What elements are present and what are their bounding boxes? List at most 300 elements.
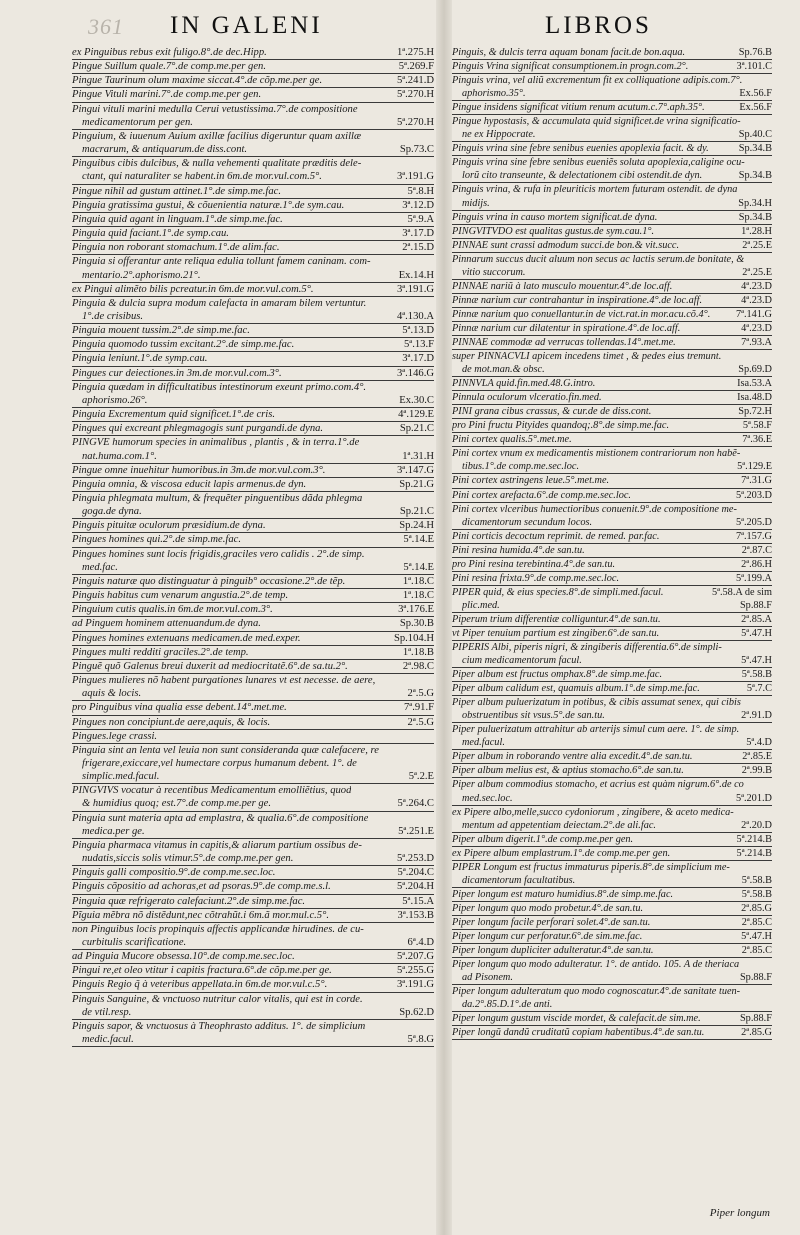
index-entry-line	[452, 985, 772, 998]
entry-reference: 5ª.14.E	[403, 561, 434, 573]
entry-text: Pinguis pituitæ oculorum præsidium.de dyna.	[72, 520, 266, 532]
index-entry-line	[72, 880, 434, 893]
entry-text: Piperum trium differentiæ colliguntur.4°.de san.tu.	[452, 613, 661, 625]
entry-text: Piper album in roborando ventre alia excedit.4°.de san.tu.	[452, 751, 693, 763]
entry-reference: 2ª.5.G	[407, 716, 434, 728]
entry-reference: Ex.56.F	[739, 102, 772, 114]
entry-text: simplic.med.facul.	[82, 771, 160, 783]
index-entry-line	[72, 213, 434, 226]
entry-reference: 1ª.28.H	[741, 225, 772, 237]
index-entry-line	[72, 436, 434, 449]
index-entry-line	[72, 533, 434, 546]
index-entry-line	[452, 447, 772, 460]
entry-reference: 2ª.85.G	[741, 1027, 772, 1039]
index-entry-line	[72, 936, 434, 949]
entry-text: Pingue insidens significat vitium renum acutum.c.7°.aph.35°.	[452, 102, 705, 114]
entry-reference: 5ª.253.D	[396, 853, 434, 865]
entry-reference: 1ª.18.C	[402, 575, 434, 587]
index-entry-line	[72, 617, 434, 630]
index-entry-line	[72, 548, 434, 561]
index-entry-line	[72, 255, 434, 268]
entry-text: dicamentorum facultatibus.	[462, 874, 576, 886]
index-entry-line	[452, 128, 772, 141]
entry-text: Pinguis vrina sine febre senibus eueniẽs soluta apoplexia,caligine ocu-	[452, 157, 745, 169]
entry-text: PINNAE nariũ à lato musculo mouentur.4°.de loc.aff.	[452, 280, 673, 292]
entry-reference: Ex.30.C	[399, 394, 434, 406]
index-entry-line	[452, 460, 772, 473]
entry-reference: 4ª.130.A	[396, 310, 434, 322]
index-entry-line	[72, 674, 434, 687]
entry-text: pro Pini resina terebintina.4°.de san.tu.	[452, 558, 616, 570]
entry-text: Pinnæ narium quo conuellantur.in de vict.rat.in mor.acu.cõ.4°.	[452, 308, 711, 320]
running-header-left: IN GALENI	[170, 12, 323, 39]
index-entry-line	[452, 336, 772, 349]
entry-text: Piper puluerizatum attrahitur ab arterijs simul cum aere. 1°. de simp.	[452, 724, 740, 736]
entry-text: Pinguia omnia, & viscosa educit lapis armenus.de dyn.	[72, 478, 307, 490]
entry-text: vt Piper tenuium partium est zingiber.6°.de san.tu.	[452, 627, 660, 639]
index-entry-line	[452, 377, 772, 390]
entry-text: PINNAE commodæ ad verrucas tollendas.14°.met.me.	[452, 336, 676, 348]
index-entry-line	[72, 909, 434, 922]
entry-text: nudatis,siccis solis vtimur.5°.de comp.me.per gen.	[82, 853, 294, 865]
index-entry-line	[72, 130, 434, 143]
index-entry-line	[72, 950, 434, 963]
entry-text: Pinnæ narium cur dilatentur in spiratione.4°.de loc.aff.	[452, 322, 681, 334]
entry-text: Pinguis sapor, & vnctuosus à Theophrasto additus. 1°. de simplicium	[72, 1020, 366, 1032]
running-header-right: LIBROS	[545, 12, 652, 39]
entry-reference: 4ª.23.D	[741, 322, 772, 334]
index-entry-line	[452, 474, 772, 487]
entry-text: Pinnarum succus ducit aluum non secus ac lactis serum.de bonitate, &	[452, 253, 745, 265]
entry-text: ad Pisonem.	[462, 972, 513, 984]
entry-reference: 2ª.85.E	[742, 751, 772, 763]
entry-text: Piper album calidum est, quamuis album.1°.de simp.me.fac.	[452, 683, 700, 695]
entry-text: Pinguia non roborant stomachum.1°.de alim.fac.	[72, 242, 280, 254]
index-entry-line	[72, 185, 434, 198]
entry-text: Pinguium, & iuuenum Auium axillæ facilius digeruntur quam axillæ	[72, 130, 362, 142]
entry-text: med.sec.loc.	[462, 792, 513, 804]
entry-reference: 7ª.157.G	[735, 530, 772, 542]
index-entry-line	[72, 687, 434, 700]
entry-text: aquis & locis.	[82, 688, 142, 700]
entry-text: Pinguis vrina, vel aliũ excrementum fit ex colliquatione adipis.com.7°.	[452, 75, 743, 87]
entry-reference: Sp.88.F	[739, 972, 772, 984]
index-entry-line	[452, 544, 772, 557]
entry-reference: 5ª.201.D	[735, 792, 772, 804]
entry-text: Pingue hypostasis, & accumulata quid significet.de vrina significatio-	[452, 116, 741, 128]
entry-text: ctant, qui naturaliter se habent.in 6m.de mor.vul.com.5°.	[82, 171, 322, 183]
index-entry-line	[72, 227, 434, 240]
entry-text: medic.facul.	[82, 1034, 134, 1046]
index-entry-line	[72, 575, 434, 588]
index-entry-line	[452, 322, 772, 335]
entry-reference: 2ª.85.C	[741, 916, 772, 928]
entry-text: Pinguis vrina, & rufa in pleuriticis mortem futuram ostendit. de dyna	[452, 184, 738, 196]
index-entry-line	[72, 492, 434, 505]
entry-reference: 3ª.147.G	[396, 464, 434, 476]
entry-reference: 5ª.14.E	[403, 534, 434, 546]
index-entry-line	[72, 770, 434, 783]
entry-reference: 4ª.23.D	[741, 280, 772, 292]
entry-reference: 3ª.12.D	[402, 199, 434, 211]
entry-text: med.facul.	[462, 737, 505, 749]
entry-text: Pinguis Regio q̃ à veteribus appellata.in 6m.de mor.vul.c.5°.	[72, 979, 328, 991]
entry-text: goga.de dyna.	[82, 506, 142, 518]
entry-text: Pinguia sunt materia apta ad emplastra, & qualia.6°.de compositione	[72, 812, 369, 824]
index-entry-line	[72, 895, 434, 908]
entry-text: Pingue omne inuehitur humoribus.in 3m.de mor.vul.com.3°.	[72, 464, 326, 476]
entry-text: Pingues multi redditi graciles.2°.de temp.	[72, 646, 249, 658]
index-entry-line	[72, 338, 434, 351]
entry-text: vitio succorum.	[462, 266, 526, 278]
entry-reference: 2ª.91.D	[741, 710, 772, 722]
entry-text: Pinguia sint an lenta vel leuia non sunt consideranda quæ calefacere, re	[72, 744, 379, 756]
index-entry-line	[72, 157, 434, 170]
entry-text: mentario.2°.aphorismo.21°.	[82, 269, 201, 281]
entry-text: Pinguis galli compositio.9°.de comp.me.sec.loc.	[72, 867, 276, 879]
entry-reference: Sp.21.C	[399, 423, 434, 435]
entry-reference: 5ª.47.H	[741, 627, 772, 639]
entry-reference: Sp.30.B	[399, 618, 434, 630]
entry-reference: 5ª.13.D	[402, 325, 434, 337]
index-entry-line	[452, 433, 772, 446]
index-entry-line	[452, 627, 772, 640]
entry-text: Pinguia quædam in difficultatibus intestinorum exeunt primo.com.4°.	[72, 381, 367, 393]
entry-reference: Sp.34.H	[738, 197, 772, 209]
entry-reference: Sp.73.C	[399, 144, 434, 156]
entry-reference: Sp.72.H	[738, 406, 772, 418]
index-entry-line	[452, 1012, 772, 1025]
index-entry-line	[452, 101, 772, 114]
entry-text: Pinguis Sanguine, & vnctuoso nutritur calor vitalis, qui est in corde.	[72, 993, 363, 1005]
entry-reference: 3ª.191.G	[396, 283, 434, 295]
index-entry-line	[452, 530, 772, 543]
index-entry-line	[452, 211, 772, 224]
index-entry-line	[72, 561, 434, 574]
entry-reference: 2ª.20.D	[741, 819, 772, 831]
entry-text: midijs.	[462, 197, 490, 209]
entry-text: medicamentorum per gen.	[82, 116, 193, 128]
entry-reference: 2ª.87.C	[741, 544, 772, 556]
index-entry-line	[452, 572, 772, 585]
index-entry-line	[452, 613, 772, 626]
index-entry-line	[72, 116, 434, 129]
entry-text: Pinguia si offerantur ante reliqua edulia tollunt famem caninam. com-	[72, 256, 371, 268]
entry-text: Piper album melius est, & aptius stomacho.6°.de san.tu.	[452, 765, 684, 777]
index-entry-line	[452, 971, 772, 984]
entry-reference: 2ª.85.C	[741, 945, 772, 957]
entry-text: aphorismo.35°.	[462, 88, 526, 100]
entry-text: Pini cortex qualis.5°.met.me.	[452, 434, 572, 446]
entry-text: Pinguia gratissima gustui, & cõuenientia naturæ.1°.de sym.cau.	[72, 199, 345, 211]
index-entry-line	[72, 716, 434, 729]
index-entry-line	[72, 199, 434, 212]
entry-text: Pingue Vituli marini.7°.de comp.me.per gen.	[72, 89, 262, 101]
index-entry-line	[452, 709, 772, 722]
entry-text: ex Pipere albo,melle,succo cydoniorum , zingibere, & aceto medica-	[452, 806, 734, 818]
entry-reference: 2ª.15.D	[402, 242, 434, 254]
index-entry-line	[72, 839, 434, 852]
entry-reference: 5ª.270.H	[396, 116, 434, 128]
index-entry-line	[452, 503, 772, 516]
entry-text: Pingue nihil ad gustum attinet.1°.de simp.me.fac.	[72, 185, 282, 197]
index-entry-line	[72, 852, 434, 865]
entry-reference: 7ª.91.F	[403, 702, 434, 714]
index-entry-line	[452, 294, 772, 307]
entry-reference: Sp.24.H	[399, 520, 434, 532]
entry-text: PIPERIS Albi, piperis nigri, & zingiberis differentia.6°.de simpli-	[452, 642, 722, 654]
entry-reference: 2ª.86.H	[741, 558, 772, 570]
index-entry-line	[72, 143, 434, 156]
index-entry-line	[452, 280, 772, 293]
index-entry-line	[452, 489, 772, 502]
entry-text: Pingues qui excreant phlegmagogis sunt purgandi.de dyna.	[72, 423, 324, 435]
entry-text: tibus.1°.de comp.me.sec.loc.	[462, 461, 580, 473]
index-entry-line	[452, 723, 772, 736]
index-entry-line	[72, 784, 434, 797]
index-entry-line	[452, 156, 772, 169]
index-entry-line	[72, 812, 434, 825]
index-entry-line	[72, 269, 434, 282]
entry-text: Pinguium cutis qualis.in 6m.de mor.vul.com.3°.	[72, 604, 273, 616]
index-entry-line	[72, 730, 434, 743]
index-entry-line	[452, 847, 772, 860]
index-entry-line	[452, 792, 772, 805]
entry-text: Pinguis, & dulcis terra aquam bonam facit.de bon.aqua.	[452, 47, 686, 58]
entry-text: Pini cortex arefacta.6°.de comp.me.sec.loc.	[452, 489, 632, 501]
entry-reference: 2ª.25.E	[742, 239, 772, 251]
index-entry-line	[452, 516, 772, 529]
entry-text: Piper album puluerizatum in potibus, & cibis assumat senex, qui cibis	[452, 697, 741, 709]
entry-reference: 5ª.207.G	[396, 951, 434, 963]
entry-reference: Sp.34.B	[738, 211, 772, 223]
entry-reference: 7ª.93.A	[741, 336, 772, 348]
index-entry-line	[72, 352, 434, 365]
entry-reference: 3ª.153.B	[397, 909, 434, 921]
index-entry-line	[452, 916, 772, 929]
index-entry-line	[452, 750, 772, 763]
entry-text: ne ex Hippocrate.	[462, 129, 536, 141]
entry-text: Pinguis habitus cum venarum angustia.2°.de temp.	[72, 590, 289, 602]
index-entry-line	[72, 519, 434, 532]
index-entry-line	[72, 464, 434, 477]
entry-reference: 2ª.25.E	[742, 266, 772, 278]
entry-text: de vtil.resp.	[82, 1006, 132, 1018]
entry-text: Piper longum quo modo probetur.4°.de san.tu.	[452, 902, 644, 914]
entry-reference: 3ª.191.G	[396, 171, 434, 183]
entry-text: & humidius quoq; est.7°.de comp.me.per ge.	[82, 798, 272, 810]
entry-reference: 5ª.47.H	[741, 931, 772, 942]
index-entry-line	[72, 1006, 434, 1019]
entry-reference: Sp.69.D	[738, 364, 772, 376]
entry-reference: 2ª.5.G	[407, 688, 434, 700]
index-entry-line	[452, 764, 772, 777]
entry-reference: 5ª.264.C	[397, 798, 434, 810]
index-entry-line	[72, 381, 434, 394]
index-entry-line	[72, 923, 434, 936]
entry-text: PINI grana cibus crassus, & cur.de de diss.cont.	[452, 406, 652, 418]
entry-text: Pinguis Vrina significat consumptionem.in progn.com.2°.	[452, 61, 689, 73]
index-entry-line	[452, 888, 772, 901]
index-entry-line	[452, 266, 772, 279]
entry-text: Piper album commodius stomacho, et acrius est quàm nigrum.6°.de co	[452, 779, 744, 791]
index-entry-line	[72, 310, 434, 323]
entry-text: da.2°.85.D.1°.de anti.	[462, 999, 553, 1011]
entry-reference: 3ª.146.G	[396, 367, 434, 379]
entry-reference: 3ª.176.E	[398, 604, 434, 616]
index-entry-line	[72, 744, 434, 757]
entry-reference: Sp.34.B	[738, 143, 772, 155]
entry-reference: 5ª.9.A	[407, 213, 434, 225]
entry-text: Pini resina humida.4°.de san.tu.	[452, 544, 585, 556]
entry-text: Pingues homines sunt locis frigidis,graciles vero calidis . 2°.de simp.	[72, 548, 365, 560]
entry-text: Pingui vituli marini medulla Cerui vetustissima.7°.de compositione	[72, 103, 358, 115]
entry-reference: 5ª.251.E	[398, 825, 434, 837]
entry-text: curbitulis scarificatione.	[82, 937, 187, 948]
entry-text: pro Pini fructu Pityides quandoq;.8°.de simp.me.fac.	[452, 420, 670, 432]
entry-reference: 5ª.269.F	[398, 61, 434, 73]
entry-text: Piper longum quo modo adulteratur. 1°. de antido. 105. A de theriaca	[452, 959, 740, 971]
index-entry-line	[452, 419, 772, 432]
entry-reference: Isa.53.A	[737, 378, 772, 390]
entry-reference: 5ª.8.G	[407, 1034, 434, 1046]
entry-reference: Sp.40.C	[738, 129, 772, 141]
index-entry-line	[72, 660, 434, 673]
entry-text: medica.per ge.	[82, 825, 145, 837]
index-entry-line	[452, 350, 772, 363]
entry-reference: Sp.21.G	[399, 478, 434, 490]
entry-text: macrarum, & antiquarum.de diss.cont.	[82, 144, 248, 156]
index-entry-line	[452, 1026, 772, 1039]
entry-reference: 7ª.31.G	[741, 475, 772, 487]
index-entry-line	[72, 1033, 434, 1046]
index-entry-line	[452, 87, 772, 100]
entry-reference: 5ª.204.C	[397, 867, 434, 879]
entry-text: Pingues.lege crassi.	[72, 730, 158, 742]
entry-text: cium medicamentorum facul.	[462, 655, 582, 667]
entry-text: Pinguibus cibis dulcibus, & nulla vehementi qualitate præditis dele-	[72, 158, 362, 170]
entry-text: Pinguia quid agant in linguam.1°.de simp.me.fac.	[72, 213, 283, 225]
entry-text: Pinguia leniunt.1°.de symp.cau.	[72, 353, 208, 365]
entry-reference: 5ª.58.B	[741, 669, 772, 681]
entry-text: lorũ cito transeunte, & delectationem cibi ostendit.de dyn.	[462, 170, 703, 182]
index-entry-line	[452, 930, 772, 943]
entry-reference: 5ª.241.D	[396, 75, 434, 87]
entry-text: Pingues homines extenuans medicamen.de med.exper.	[72, 632, 301, 644]
index-entry-line	[72, 46, 434, 59]
entry-text: Pini cortex vlceribus humectioribus conuenit.9°.de compositione me-	[452, 503, 737, 515]
index-entry-line	[452, 874, 772, 887]
entry-text: Pinguis naturæ quo distinguatur à pinguib° occasione.2°.de tẽp.	[72, 575, 346, 587]
entry-text: Piper longum dupliciter adulteratur.4°.de san.tu.	[452, 945, 654, 957]
entry-text: Pinguia quid faciant.1°.de symp.cau.	[72, 228, 229, 240]
index-entry-line	[72, 701, 434, 714]
index-entry-line	[452, 197, 772, 210]
entry-text: PINGVE humorum species in animalibus , plantis , & in terra.1°.de	[72, 437, 360, 449]
index-entry-line	[72, 478, 434, 491]
entry-text: Pinguia quæ refrigerato calefaciunt.2°.de simp.me.fac.	[72, 895, 306, 907]
book-gutter	[436, 0, 452, 1235]
entry-reference: 5ª.214.B	[736, 833, 772, 845]
entry-reference: 5ª.2.E	[408, 771, 434, 783]
index-entry-line	[452, 902, 772, 915]
entry-reference: 5ª.255.G	[396, 965, 434, 977]
entry-reference: 5ª.58.F	[742, 420, 772, 432]
index-entry-line	[72, 394, 434, 407]
entry-reference: 1ª.18.C	[402, 590, 434, 602]
index-entry-line	[452, 998, 772, 1011]
index-entry-line	[452, 74, 772, 87]
entry-text: PIPER Longum est fructus immaturus piperis.8°.de simplicium me-	[452, 861, 730, 873]
index-entry-line	[452, 308, 772, 321]
entry-reference: 1ª.31.H	[402, 450, 434, 462]
entry-separator	[72, 1046, 434, 1047]
index-entry-line	[72, 297, 434, 310]
entry-text: Pinguia quomodo tussim excitant.2°.de simp.me.fac.	[72, 339, 295, 351]
entry-text: med.fac.	[82, 561, 118, 573]
entry-text: Piper longum facile perforari solet.4°.de san.tu.	[452, 916, 651, 928]
index-entry-line	[72, 505, 434, 518]
entry-text: mentum ad appetentiam deiectam.2°.de ali.fac.	[462, 819, 656, 831]
entry-text: nat.huma.com.1°.	[82, 450, 157, 462]
entry-text: Pinguẽ quõ Galenus breui duxerit ad mediocritatẽ.6°.de sa.tu.2°.	[72, 660, 348, 672]
entry-text: Pingues homines qui.2°.de simp.me.fac.	[72, 534, 242, 546]
entry-reference: Sp.34.B	[738, 170, 772, 182]
index-entry-line	[452, 405, 772, 418]
entry-separator	[452, 1039, 772, 1040]
entry-text: Piper longum cur perforatur.6°.de sim.me.fac.	[452, 931, 643, 942]
entry-reference: 5ª.270.H	[396, 89, 434, 101]
entry-text: PINNAE sunt crassi admodum succi.de bon.& vit.succ.	[452, 239, 680, 251]
entry-text: Pini cortex vnum ex medicamentis mistionem contrariorum non habẽ-	[452, 448, 741, 460]
page-number: 361	[88, 14, 124, 39]
index-entry-line	[452, 558, 772, 571]
index-entry-line	[452, 183, 772, 196]
index-entry-line	[452, 586, 772, 599]
index-entry-line	[72, 825, 434, 838]
entry-text: Pinnula oculorum vlceratio.fin.med.	[452, 392, 602, 404]
entry-text: Pinnæ narium cur contrahantur in inspiratione.4°.de loc.aff.	[452, 294, 703, 306]
entry-text: Piper longum adulteratum quo modo cognoscatur.4°.de sanitate tuen-	[452, 986, 741, 998]
entry-text: pro Pinguibus vina qualia esse debent.14°.met.me.	[72, 702, 287, 714]
index-entry-line	[452, 599, 772, 612]
entry-reference: Sp.104.H	[393, 632, 434, 644]
index-entry-line	[452, 861, 772, 874]
entry-text: Pingues cur deiectiones.in 3m.de mor.vul.com.3°.	[72, 367, 282, 379]
entry-text: Pini resina frixta.9°.de comp.me.sec.loc.	[452, 572, 620, 584]
index-entry-line	[452, 696, 772, 709]
entry-reference: 5ª.8.H	[407, 185, 434, 197]
entry-text: Pinguia & dulcia supra modum calefacta in amaram bilem vertuntur.	[72, 297, 367, 309]
entry-reference: Sp.76.B	[738, 47, 772, 58]
entry-reference: 5ª.13.F	[403, 339, 434, 351]
index-entry-line	[452, 225, 772, 238]
entry-reference: Ex.14.H	[398, 269, 434, 281]
entry-text: Piper longum est maturo humidius.8°.de simp.me.fac.	[452, 888, 674, 900]
entry-text: super PINNACVLI apicem incedens timet , & pedes eius tremunt.	[452, 351, 722, 363]
entry-text: dicamentorum secundum locos.	[462, 516, 593, 528]
entry-reference: 3ª.17.D	[402, 228, 434, 240]
index-entry-line	[72, 866, 434, 879]
entry-reference: 2ª.85.G	[741, 902, 772, 914]
entry-reference: 5ª.47.H	[741, 655, 772, 667]
index-entry-line	[452, 958, 772, 971]
entry-text: Pingui re,et oleo vtitur i capitis fractura.6°.de cõp.me.per ge.	[72, 965, 332, 977]
index-entry-line	[72, 589, 434, 602]
entry-text: plic.med.	[462, 599, 500, 611]
index-entry-line	[72, 1020, 434, 1033]
entry-reference: 3ª.101.C	[736, 61, 772, 73]
